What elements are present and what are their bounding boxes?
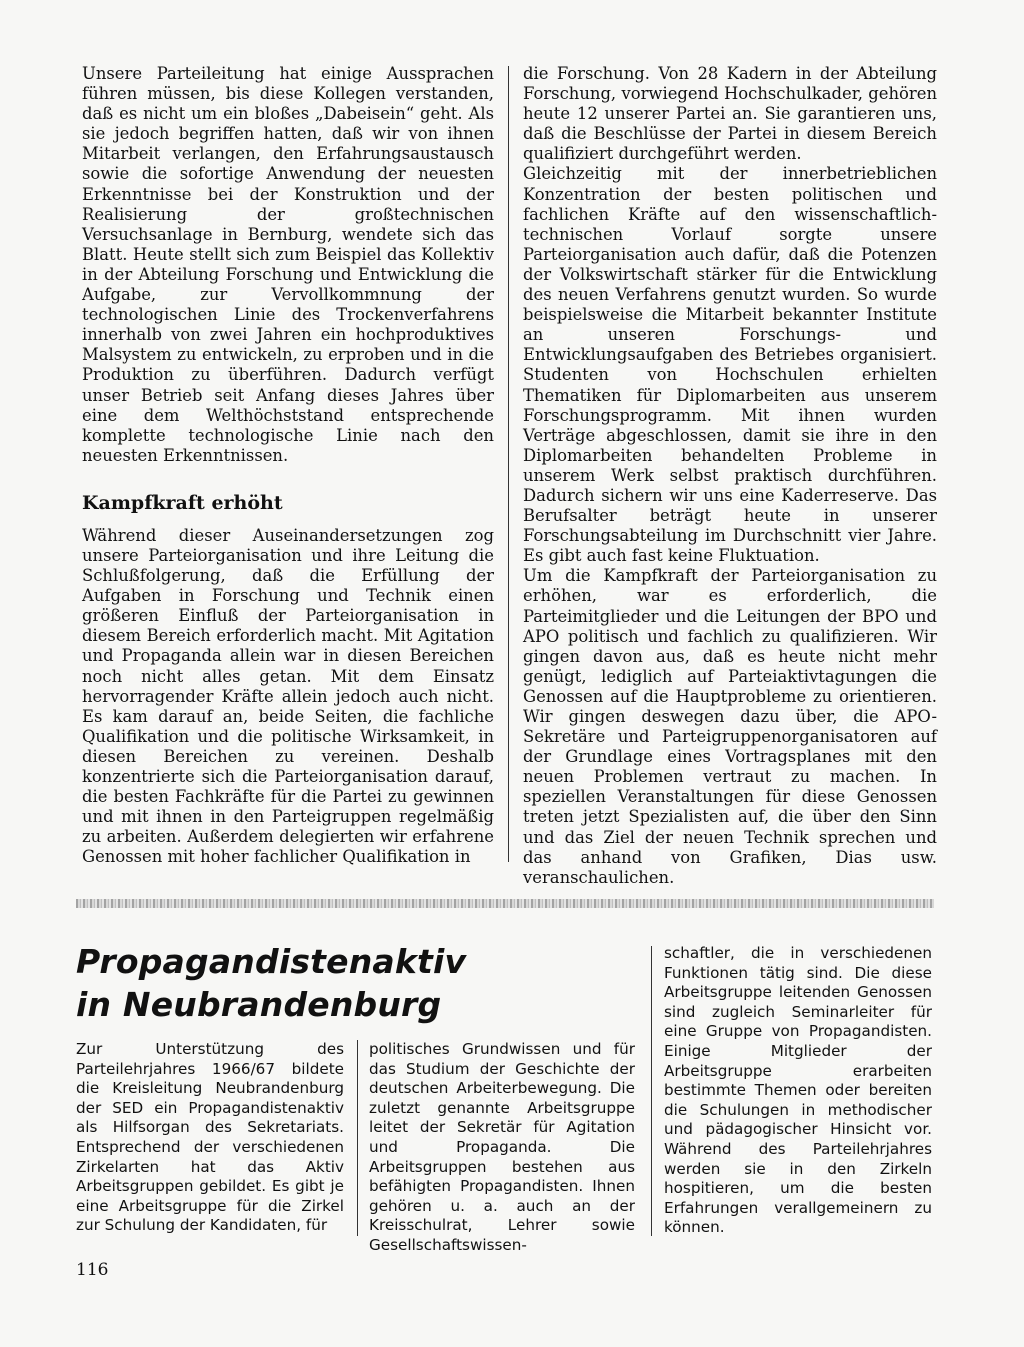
upper-right-paragraph-2: Gleichzeitig mit der innerbetrieblichen Konzentration der besten politischen und fachlichen Kräfte auf den wissenschaftlich-technischen Vorlauf sorgte unsere Parteiorganisation auch dafür, daß die Potenzen der Volkswirtschaft stärker für die Entwicklung des neuen Verfahrens genutzt wurden. So wurde beispielsweise die Mitarbeit bekannter Institute an unseren Forschungs- und Entwicklungsaufgaben des Betriebes organisiert. Studenten von Hochschulen erhielten Thematiken für Diplomarbeiten aus unserem Forschungsprogramm. Mit ihnen wurden Verträge abgeschlossen, damit sie ihre in den Diplomarbeiten behandelten Probleme in unserem Werk selbst praktisch durchführen. Dadurch sichern wir uns eine Kaderreserve. Das Berufsalter beträgt heute in unserer Forschungsabteilung im Durchschnitt vier Jahre. Es gibt auch fast keine Fluktuation. (523, 164, 937, 566)
upper-left-column (82, 64, 494, 867)
upper-right-paragraph-1: die Forschung. Von 28 Kadern in der Abteilung Forschung, vorwiegend Hochschulkader, gehören heute 12 unserer Partei an. Sie garantieren uns, daß die Beschlüsse der Partei in diesem Bereich qualifiziert durchgeführt werden. (523, 64, 937, 164)
lower-column-divider-2 (651, 946, 652, 1236)
lower-column-3 (664, 944, 932, 1238)
subheading-kampfkraft: Kampfkraft erhöht (82, 491, 283, 514)
lower-column-2 (369, 1040, 635, 1256)
article-headline (76, 940, 636, 1026)
headline-line-2: in Neubrandenburg (76, 985, 442, 1024)
column-divider-rule (508, 66, 509, 862)
headline-line-1: Propagandistenaktiv (76, 942, 467, 981)
lower-column-2-text: politisches Grundwissen und für das Studium der Geschichte der deutschen Arbeiterbewegung. Die zuletzt genannte Arbeitsgruppe leitet der Sekretär für Agitation und Propaganda. Die Arbeitsgruppen bestehen aus befähigten Propagandisten. Ihnen gehören u. a. auch an der Kreisschulrat, Lehrer sowie Gesellschaftswissen- (369, 1040, 635, 1254)
section-divider (76, 899, 934, 908)
upper-right-column (523, 64, 937, 888)
upper-left-intro-paragraph: Unsere Parteileitung hat einige Aussprachen führen müssen, bis diese Kollegen verstanden, daß es nicht um ein bloßes „Dabeisein“ geht. Als sie jedoch begriffen hatten, daß wir von ihnen Mitarbeit verlangen, den Erfahrungsaustausch sowie die sofortige Anwendung der neuesten Erkenntnisse bei der Konstruktion und der Realisierung der großtechnischen Versuchsanlage in Bernburg, wendete sich das Blatt. Heute stellt sich zum Beispiel das Kollektiv in der Abteilung Forschung und Entwicklung die Aufgabe, zur Vervollkommnung der technologischen Linie des Trockenverfahrens innerhalb von zwei Jahren ein hochproduktives Malsystem zu entwickeln, zu erproben und in die Produktion zu überführen. Dadurch verfügt unser Betrieb seit Anfang dieses Jahres über eine dem Welthöchststand entsprechende komplette technologische Linie nach den neuesten Erkenntnissen. (82, 64, 494, 465)
upper-left-body-paragraph: Während dieser Auseinandersetzungen zog unsere Parteiorganisation und ihre Leitung die Schlußfolgerung, daß die Erfüllung der Aufgaben in Forschung und Technik einen größeren Einfluß der Parteiorganisation in diesem Bereich erforderlich macht. Mit Agitation und Propaganda allein war in diesen Bereichen noch nicht alles getan. Mit dem Einsatz hervorragender Kräfte allein jedoch auch nicht. Es kam darauf an, beide Seiten, die fachliche Qualifikation und die politische Wirksamkeit, in diesen Bereichen zu vereinen. Deshalb konzentrierte sich die Parteiorganisation darauf, die besten Fachkräfte für die Partei zu gewinnen und mit ihnen in den Parteigruppen regelmäßig zu arbeiten. Außerdem delegierten wir erfahrene Genossen mit hoher fachlicher Qualifikation in (82, 525, 494, 867)
lower-column-divider-1 (357, 1040, 358, 1236)
lower-column-1-text: Zur Unterstützung des Parteilehrjahres 1966/67 bildete die Kreisleitung Neubrandenburg der SED ein Propagandistenaktiv als Hilfsorgan des Sekretariats. Entsprechend der verschiedenen Zirkelarten hat das Aktiv Arbeitsgruppen gebildet. Es gibt je eine Arbeitsgruppe für die Zirkel zur Schulung der Kandidaten, für (76, 1040, 344, 1235)
page-number: 116 (76, 1260, 109, 1280)
lower-column-3-text: schaftler, die in verschiedenen Funktionen tätig sind. Die diese Arbeitsgruppe leitenden Genossen sind zugleich Seminarleiter für eine Gruppe von Propagandisten. Einige Mitglieder der Arbeitsgruppe erarbeiten bestimmte Themen oder bereiten die Schulungen in methodischer und pädagogischer Hinsicht vor. Während des Parteilehrjahres werden sie in den Zirkeln hospitieren, um die besten Erfahrungen verallgemeinern zu können. (664, 944, 932, 1237)
lower-column-1 (76, 1040, 344, 1236)
upper-right-paragraph-3: Um die Kampfkraft der Parteiorganisation zu erhöhen, war es erforderlich, die Parteimitglieder und die Leitungen der BPO und APO politisch und fachlich zu qualifizieren. Wir gingen davon aus, daß es heute nicht mehr genügt, lediglich auf Parteiaktivtagungen die Genossen auf die Hauptprobleme zu orientieren. Wir gingen deswegen dazu über, die APO-Sekretäre und Parteigruppenorganisatoren auf der Grundlage eines Vortragsplanes mit den neuen Problemen vertraut zu machen. In speziellen Veranstaltungen für diese Genossen treten jetzt Spezialisten auf, die über den Sinn und das Ziel der neuen Technik sprechen und das anhand von Grafiken, Dias usw. veranschaulichen. (523, 566, 937, 887)
